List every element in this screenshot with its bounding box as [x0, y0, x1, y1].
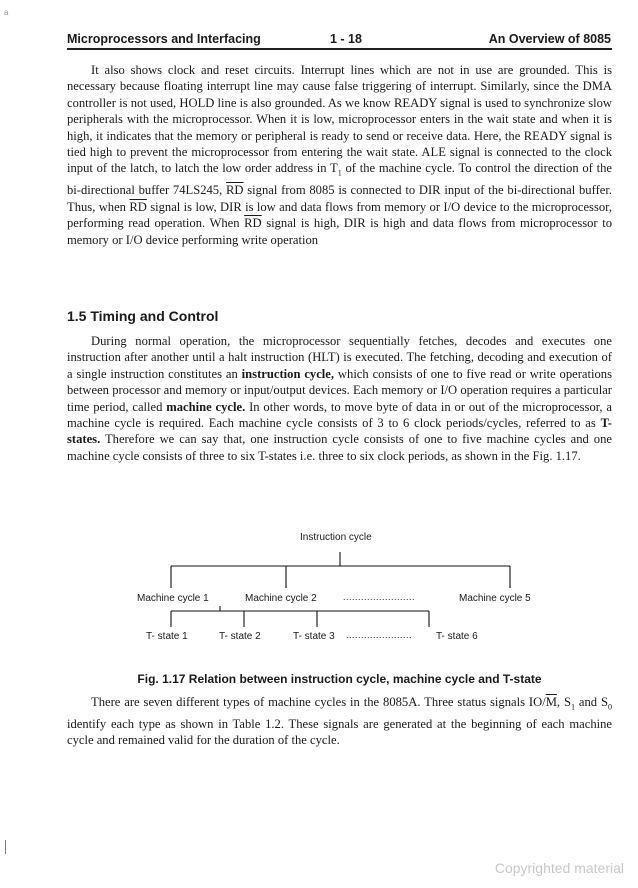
- section-heading: 1.5 Timing and Control: [67, 308, 219, 324]
- t-state-3-label: T- state 3: [293, 631, 335, 642]
- watermark: Copyrighted material: [494, 860, 624, 876]
- rd-signal: $\overline{RD}$: [244, 216, 262, 231]
- t-state-6-label: T- state 6: [436, 631, 478, 642]
- subscript: 1: [571, 702, 575, 712]
- text-run: signal is low, DIR is low and data flows from memory or I/O device to the microprocessor, performing read operation. When: [67, 199, 612, 231]
- t-state-1-label: T- state 1: [146, 631, 188, 642]
- text-run: of the machine cycle. To control the direction of the bi-directional buffer 74LS245,: [67, 161, 613, 198]
- text-run: which consists of one to five read or write operations between processor and memory or input/output devices. Each memory or I/O operation requires a particular time period, called: [67, 366, 612, 414]
- t-state-ellipsis: ......................: [346, 630, 413, 640]
- text-run: It also shows clock and reset circuits. Interrupt lines which are not in use are grounded. This is necessary because floating interrupt line may cause false triggering of interrupt. Similarly, since the DMA controller is not used, HOLD line is also grounded. As we know READY signal is used to synchronize slow peripherals with the microprocessor. When it is low, microprocessor enters in the wait state and when it is high, it indicates that the memory or peripheral is ready to send or receive data. Here, the READY signal is tied high to prevent the microprocessor from entering the wait state. ALE signal is connected to the clock input of the latch, to latch the low order address in T: [67, 63, 612, 176]
- term-t-states: T-states.: [67, 416, 612, 447]
- text-run: identify each type as shown in Table 1.2. These signals are generated at the beginning of each machine cycle and remained valid for the duration of the cycle.: [67, 716, 612, 748]
- machine-cycle-1-label: Machine cycle 1: [137, 593, 209, 604]
- machine-cycle-ellipsis: ........................: [343, 592, 416, 602]
- subscript: 0: [608, 702, 613, 712]
- corner-mark: a: [4, 8, 9, 17]
- header-page-number: 1 - 18: [330, 32, 362, 46]
- m-signal: $\overline{M}$: [545, 695, 557, 709]
- rd-signal: $\overline{RD}$: [226, 183, 244, 198]
- instruction-cycle-label: Instruction cycle: [300, 532, 372, 543]
- text-run: and S: [575, 695, 609, 709]
- subscript: 1: [337, 168, 342, 178]
- header-chapter-title: An Overview of 8085: [488, 32, 611, 46]
- margin-mark: [5, 840, 6, 854]
- rd-signal: $\overline{RD}$: [129, 199, 147, 214]
- text-run: signal is high, DIR is high and data flows from microprocessor to memory or I/O device performing write operation: [67, 216, 612, 247]
- text-run: , S: [556, 695, 571, 709]
- figure-caption: Fig. 1.17 Relation between instruction cycle, machine cycle and T-state: [137, 672, 542, 686]
- t-state-2-label: T- state 2: [219, 631, 261, 642]
- term-instruction-cycle: instruction cycle,: [241, 366, 335, 381]
- text-run: There are seven different types of machine cycles in the 8085A. Three status signals IO/: [91, 695, 546, 709]
- text-run: Therefore we can say that, one instruction cycle consists of one to five machine cycles and one machine cycle consists of three to six T-states i.e. three to six clock periods, as shown in the Fig. 1.17.: [67, 432, 612, 463]
- text-run: During normal operation, the microprocessor sequentially fetches, decodes and executes one instruction after another until a halt instruction (HLT) is executed. The fetching, decoding and execution of a single instruction constitutes an: [67, 334, 612, 381]
- machine-cycle-2-label: Machine cycle 2: [245, 593, 317, 604]
- header-book-title: Microprocessors and Interfacing: [67, 32, 261, 46]
- term-machine-cycle: machine cycle.: [166, 399, 246, 414]
- paragraph-machine-cycle-types: [67, 694, 612, 749]
- text-run: In other words, to move byte of data in or out of the microprocessor, a machine cycle is required. Each machine cycle consists of 3 to 6 clock periods/cycles, referred to as: [67, 399, 612, 431]
- machine-cycle-5-label: Machine cycle 5: [459, 593, 531, 604]
- text-run: signal from 8085 is connected to DIR input of the bi-directional buffer. Thus, when: [67, 183, 612, 214]
